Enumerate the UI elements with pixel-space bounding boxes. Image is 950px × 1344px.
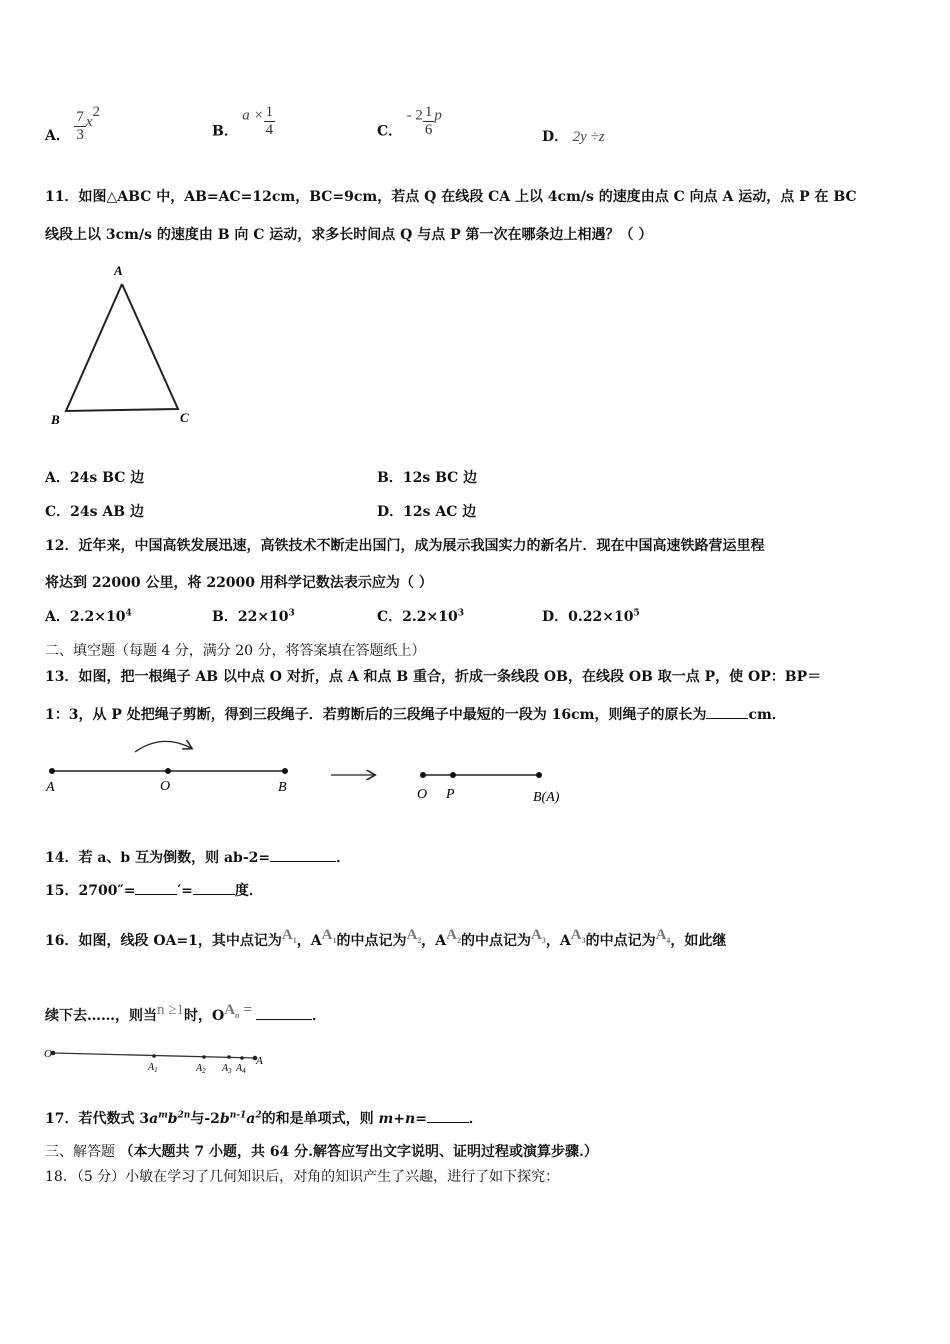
point-a [49, 768, 55, 774]
q10-option-a: A． $\frac{7}{3}$ $x^2$ [45, 104, 100, 144]
label-a: A [46, 780, 55, 795]
q12-option-d: D．$0.22\times 10^5$ [542, 608, 640, 625]
point-a3 [227, 1055, 231, 1059]
vertex-c-label: C [180, 410, 189, 425]
label-b: B [278, 780, 287, 795]
q10-option-d: D． 2y ÷z [542, 129, 605, 145]
label-a4: $A_4$ [236, 1063, 246, 1075]
triangle-abc-figure [40, 258, 210, 433]
label-o: O [160, 779, 171, 794]
q11-option-a: A．24s BC 边 [45, 470, 145, 486]
point-b [282, 768, 288, 774]
triangle-outline [66, 284, 178, 411]
q17-text: 17．若代数式 $3a^mb^{2n}$与$-2b^{n-1}a^2$的和是单项式，则 m+n= ． [45, 1110, 483, 1127]
answer-blank[interactable] [706, 705, 748, 719]
point-b-a [536, 772, 542, 778]
q12-option-c: C．$2.2\times 10^3$ [377, 608, 464, 625]
rope-folding-figure [40, 730, 580, 810]
point-a1 [152, 1054, 156, 1058]
section-3-heading: 三、解答题 （本大题共 7 小题，共 64 分.解答应写出文字说明、证明过程或演算步骤.） [45, 1144, 598, 1160]
answer-blank[interactable] [193, 881, 235, 895]
point-o-folded [420, 772, 426, 778]
q11-option-b: B．12s BC 边 [377, 470, 478, 486]
fold-arrow [135, 741, 191, 752]
q10-option-c: C． - 2 $\frac{1}{6}$ p [377, 104, 442, 140]
answer-blank[interactable] [427, 1109, 469, 1123]
section-2-heading: 二、填空题（每题 4 分，满分 20 分，将答案填在答题纸上） [45, 643, 426, 659]
label-a: A [256, 1055, 263, 1067]
q11-text-line1: 11．如图△ABC 中，AB=AC=12cm，BC=9cm，若点 Q 在线段 CA 上以 4cm/s 的速度由点 C 向点 A 运动，点 P 在 BC [45, 189, 857, 205]
vertex-a-label: A [114, 263, 123, 278]
label-a1: $A_1$ [148, 1062, 158, 1074]
vertex-b-label: B [51, 412, 60, 427]
label-o-folded: O [417, 787, 428, 802]
q16-text-line2: 续下去……，则当n ≥1时，$OA_n$ = ． [45, 1002, 327, 1024]
q12-option-b: B．$22\times 10^3$ [212, 608, 295, 625]
q15-text: 15．2700″= ′= 度． [45, 883, 263, 899]
label-o: O [44, 1048, 52, 1060]
q12-option-a: A．$2.2\times 10^4$ [45, 608, 132, 625]
point-p [450, 772, 456, 778]
answer-blank[interactable] [135, 881, 177, 895]
label-p: P [446, 787, 455, 802]
q11-text-line2: 线段上以 3cm/s 的速度由 B 向 C 运动，求多长时间点 Q 与点 P 第一次在哪条边上相遇？（ ） [45, 227, 653, 243]
q11-option-d: D．12s AC 边 [377, 504, 477, 520]
q13-text-line1: 13．如图，把一根绳子 AB 以中点 O 对折，点 A 和点 B 重合，折成一条线段 OB，在线段 OB 取一点 P，使 OP：BP＝ [45, 669, 822, 685]
q12-text-line2: 将达到 22000 公里，将 22000 用科学记数法表示应为（ ） [45, 575, 433, 591]
q13-text-line2: 1：3，从 P 处把绳子剪断，得到三段绳子．若剪断后的三段绳子中最短的一段为 16cm，则绳子的原长为 cm． [45, 707, 786, 723]
answer-blank[interactable] [256, 1006, 312, 1020]
label-a3: $A_3$ [222, 1063, 232, 1075]
q16-text-line1: 16．如图，线段 OA=1，其中点记为$A_1$，$AA_1$的中点记为$A_2$，$AA_2$的中点记为$A_3$，$AA_3$的中点记为$A_4$，如此继 [45, 927, 727, 949]
q12-text-line1: 12．近年来，中国高铁发展迅速，高铁技术不断走出国门，成为展示我国实力的新名片．现在中国高速铁路营运里程 [45, 538, 765, 554]
point-a2 [202, 1055, 206, 1059]
label-b-a: B(A) [533, 790, 560, 805]
label-a2: $A_2$ [196, 1063, 206, 1075]
point-o [165, 768, 171, 774]
q10-option-b: B． a × $\frac{1}{4}$ [212, 104, 274, 140]
point-a4 [240, 1056, 244, 1060]
q14-text: 14．若 a、b 互为倒数，则 ab-2= ． [45, 850, 351, 866]
q11-option-c: C．24s AB 边 [45, 504, 144, 520]
answer-blank[interactable] [270, 848, 336, 862]
segment-midpoints-figure [40, 1042, 280, 1082]
q18-text: 18．（5 分）小敏在学习了几何知识后，对角的知识产生了兴趣，进行了如下探究： [45, 1169, 560, 1185]
